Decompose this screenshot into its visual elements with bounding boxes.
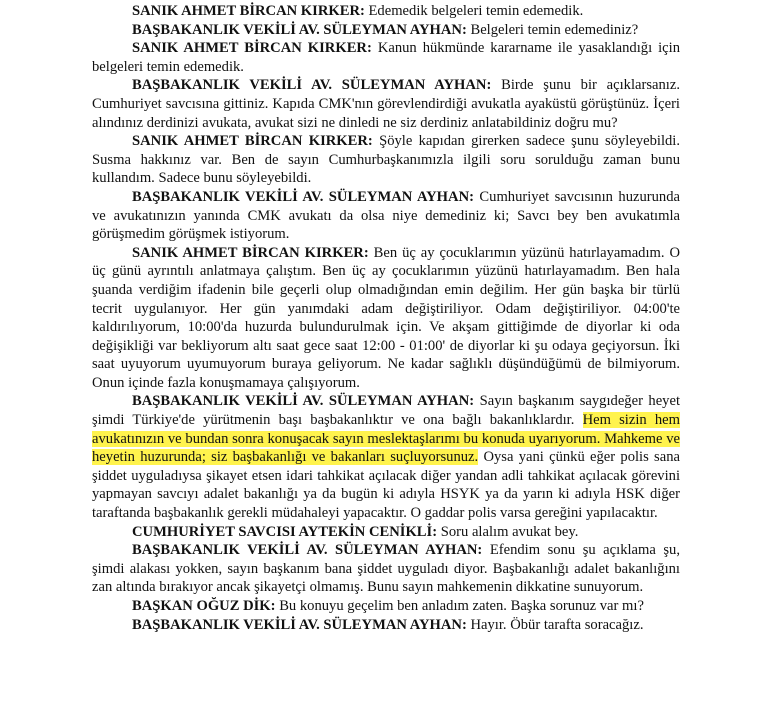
statement-text: Cumhuriyet savcısının huzurunda ve avukatınızın yanında CMK avukatı da olsa niye demediniz ki; Savcı bey ben avukatımla görüşmedim görüşmek istiyorum. xyxy=(92,188,680,243)
speaker-name: BAŞBAKANLIK VEKİLİ AV. SÜLEYMAN AYHAN: xyxy=(132,21,467,38)
paragraph-3 xyxy=(92,39,680,76)
highlighted-text: Hem sizin hem avukatınızın ve bundan sonra konuşacak sayın meslektaşlarımı bu konuda uyarıyorum. Mahkeme ve heyetin huzurunda; siz başbakanlığı ve bakanları suçluyorsunuz. xyxy=(92,412,680,466)
paragraph-1 xyxy=(92,2,680,21)
paragraph-2 xyxy=(92,21,680,40)
speaker-name: BAŞBAKANLIK VEKİLİ AV. SÜLEYMAN AYHAN: xyxy=(132,77,492,94)
statement-text: Birde şunu bir açıklarsanız. Cumhuriyet savcısına gittiniz. Kapıda CMK'nın görevlendirdiği avukatla ayaküstü görüştünüz. İçeri alındınız derdinizi avukata, avukat sizi ne dinledi ne siz derdiniz anlatabildiniz doğru mu? xyxy=(92,77,680,131)
statement-text: Edemedik belgeleri temin edemedik. xyxy=(368,3,584,19)
statement-text: Belgeleri temin edemediniz? xyxy=(470,21,639,38)
statement-text: Soru alalım avukat bey. xyxy=(440,523,579,540)
speaker-name: SANIK AHMET BİRCAN KIRKER: xyxy=(132,133,373,150)
statement-text: Şöyle kapıdan girerken sadece şunu söyleyebildi. Susma hakkınız var. Ben de sayın Cumhurbaşkanımızla ilgili soru sorulduğu zaman bunu kullandım. Sadece bunu söyleyebildi. xyxy=(92,133,681,187)
paragraph-9 xyxy=(92,523,680,542)
paragraph-10 xyxy=(92,541,680,597)
paragraph-5 xyxy=(92,132,680,188)
speaker-name: BAŞBAKANLIK VEKİLİ AV. SÜLEYMAN AYHAN: xyxy=(132,616,467,633)
statement-text: Ben üç ay çocuklarımın yüzünü hatırlayamadım. O üç günü ayrıntılı anlatmaya çalıştım. Ben üç ay çocuklarımın yüzünü hatırlayamadım. Ben hala şuanda verdiğim ifadenin bile geçerli olup olmadığından emin değilim. Her gün başka bir türlü tecrit uygulanıyor. Her gün yanımdaki adam değiştiriliyor. Odam değiştiriliyor. 04:00'te kaldırılıyorum, 10:00'da huzurda bulundurulmak için. Ve akşam gittiğimde de diyorlar ki oda değişikliği var bekliyorum altı saat gece saat 12:00 - 01:00' de diyorlar ki şu odaya geçiyorsun. İki saat uyuyorum uyumuyorum buraya geliyorum. Ne kadar sağlıklı düşündüğümü de bilmiyorum. Onun içinde fazla konuşmamaya çalışıyorum. xyxy=(92,244,680,391)
paragraph-12 xyxy=(92,616,680,635)
speaker-name: BAŞBAKANLIK VEKİLİ AV. SÜLEYMAN AYHAN: xyxy=(132,393,475,410)
statement-text: Efendim sonu şu açıklama şu, şimdi alakası yokken, sayın başkanım bana şiddet uyguladı diyor. Başbakanlığı adalet bakanlığını zan altında bırakıyor ancak şikayetçi olmamış. Bunu sayın mahkemenin dikkatine sunuyorum. xyxy=(92,542,680,596)
speaker-name: BAŞKAN OĞUZ DİK: xyxy=(132,598,276,614)
statement-text: Bu konuyu geçelim ben anladım zaten. Başka sorunuz var mı? xyxy=(279,598,644,614)
statement-text: Hayır. Öbür tarafta soracağız. xyxy=(470,616,644,633)
speaker-name: SANIK AHMET BİRCAN KIRKER: xyxy=(132,3,365,19)
speaker-name: BAŞBAKANLIK VEKİLİ AV. SÜLEYMAN AYHAN: xyxy=(132,542,483,559)
speaker-name: CUMHURİYET SAVCISI AYTEKİN CENİKLİ: xyxy=(132,523,438,540)
statement-text: Sayın başkanım saygıdeğer heyet şimdi Türkiye'de yürütmenin başı başbakanlıktır ve ona bağlı bakanlıklardır. xyxy=(92,393,681,429)
speaker-name: BAŞBAKANLIK VEKİLİ AV. SÜLEYMAN AYHAN: xyxy=(132,188,474,205)
speaker-name: SANIK AHMET BİRCAN KIRKER: xyxy=(132,40,372,57)
statement-text: Kanun hükmünde kararname ile yasaklandığı için belgeleri temin edemedik. xyxy=(92,40,680,75)
paragraph-4 xyxy=(92,76,680,132)
paragraph-6 xyxy=(92,188,680,244)
speaker-name: SANIK AHMET BİRCAN KIRKER: xyxy=(132,244,369,261)
statement-text-continued: Oysa yani çünkü eğer polis sana şiddet uyguladıysa şikayet etsen idari tahkikat açılacak diğer yandan adli tahkikat açılacak görevini yapmayan savcıyı adalet bakanlığı ya da bugün ki adıyla HSYK ya da yarın ki adıyla HSK diğer taraftanda başbakanlık gerekli müdahaleyi yapacaktır. O gaddar polis varsa gereğini yapılacaktır. xyxy=(92,449,680,522)
paragraph-8 xyxy=(92,392,680,522)
paragraph-7 xyxy=(92,244,680,393)
paragraph-11 xyxy=(92,597,680,616)
